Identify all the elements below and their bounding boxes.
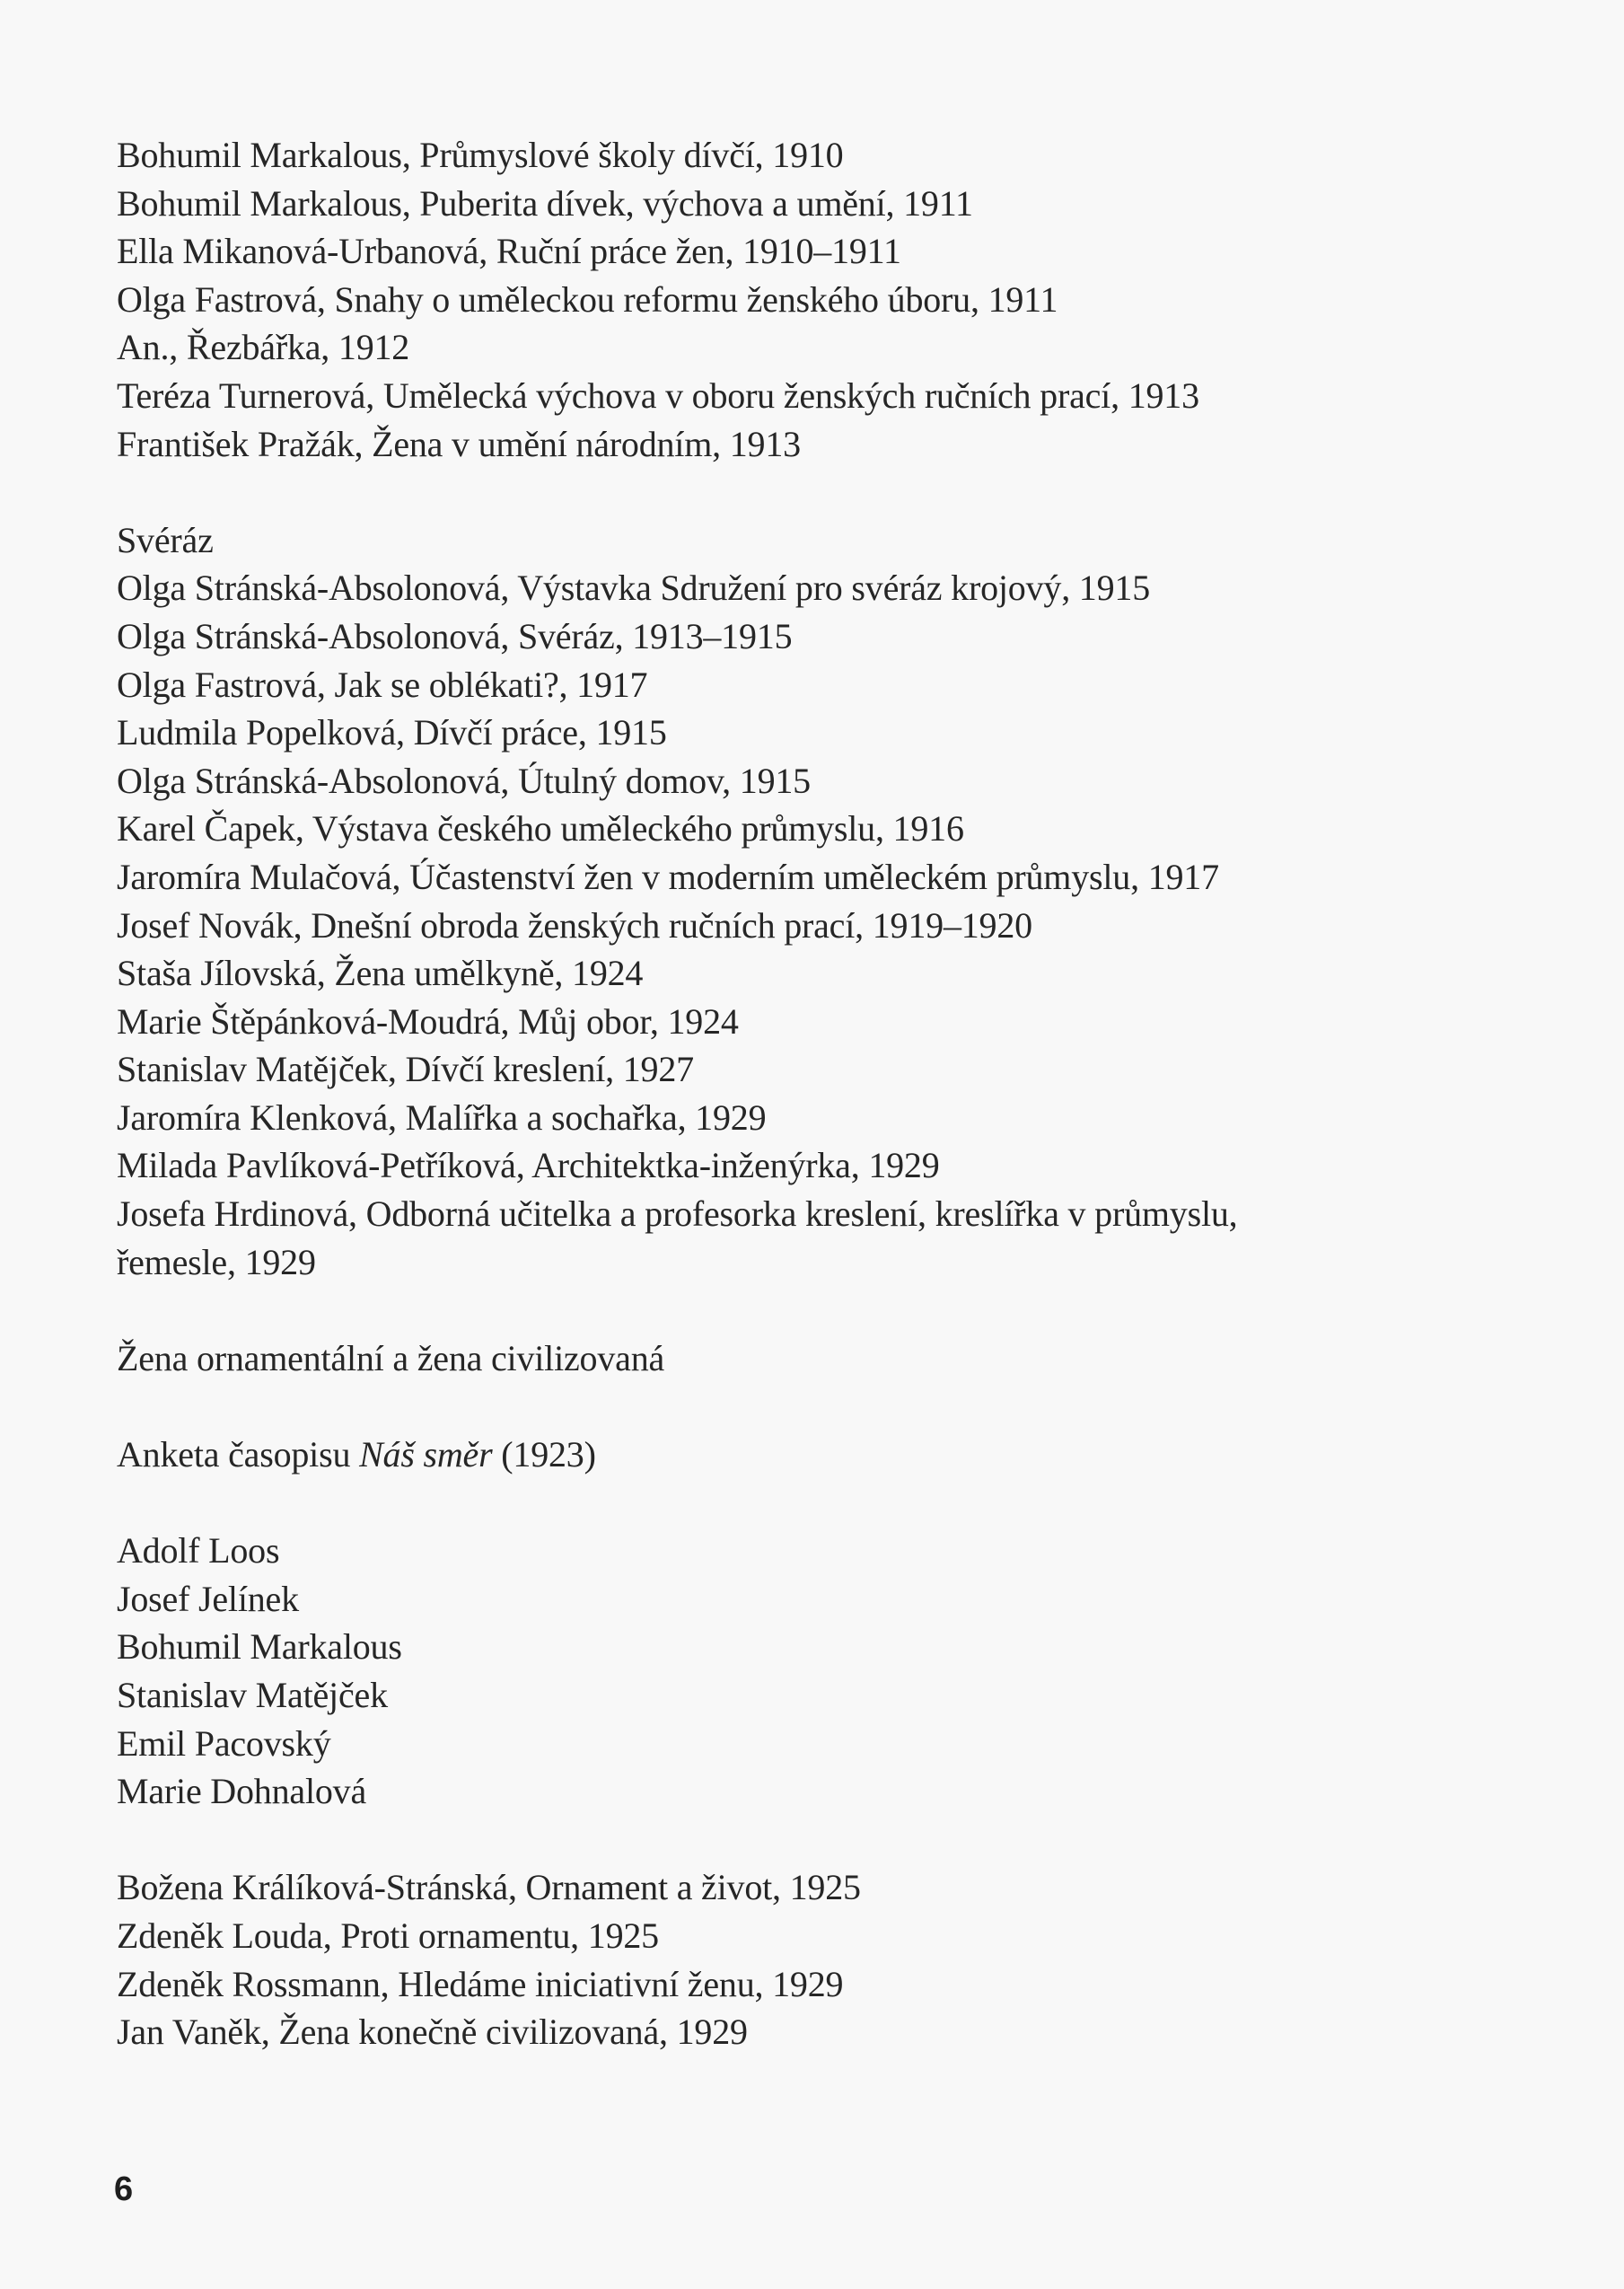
list-item: An., Řezbářka, 1912 xyxy=(117,327,410,368)
list-item: Josef Novák, Dnešní obroda ženských ručních prací, 1919–1920 xyxy=(117,904,1032,946)
list-item-line-2: řemesle, 1929 xyxy=(117,1241,316,1282)
list-item: Stanislav Matějček, Dívčí kreslení, 1927 xyxy=(117,1049,694,1090)
spacer xyxy=(117,1816,1517,1864)
list-item: Ella Mikanová-Urbanová, Ruční práce žen, 1910–1911 xyxy=(117,231,901,272)
list-item: Bohumil Markalous, Průmyslové školy dívčí, 1910 xyxy=(117,135,844,175)
list-item: Ludmila Popelková, Dívčí práce, 1915 xyxy=(117,712,667,753)
section-sveraz xyxy=(117,516,1517,1287)
spacer xyxy=(117,468,1517,516)
survey-prefix: Anketa časopisu xyxy=(117,1434,360,1475)
respondent: Stanislav Matějček xyxy=(117,1675,388,1715)
survey-heading xyxy=(117,1431,1517,1479)
section-early-texts xyxy=(117,131,1517,468)
list-item: Staša Jílovská, Žena umělkyně, 1924 xyxy=(117,953,644,994)
list-item: Teréza Turnerová, Umělecká výchova v oboru ženských ručních prací, 1913 xyxy=(117,374,1199,416)
respondent: Marie Dohnalová xyxy=(117,1771,367,1812)
spacer xyxy=(117,1382,1517,1431)
spacer xyxy=(117,1479,1517,1527)
section-heading: Svéráz xyxy=(117,519,214,560)
respondent: Bohumil Markalous xyxy=(117,1626,402,1668)
spacer xyxy=(117,1286,1517,1334)
list-item: Zdeněk Louda, Proti ornamentu, 1925 xyxy=(117,1915,659,1956)
list-item: Božena Králíková-Stránská, Ornament a život, 1925 xyxy=(117,1867,861,1908)
table-of-contents xyxy=(117,131,1517,2056)
section-heading: Žena ornamentální a žena civilizovaná xyxy=(117,1337,665,1378)
list-item: Olga Fastrová, Snahy o uměleckou reformu ženského úboru, 1911 xyxy=(117,278,1058,320)
list-item: Milada Pavlíková-Petříková, Architektka-inženýrka, 1929 xyxy=(117,1145,940,1186)
list-item: Olga Stránská-Absolonová, Útulný domov, 1915 xyxy=(117,760,811,801)
list-item: Olga Fastrová, Jak se oblékati?, 1917 xyxy=(117,664,648,705)
list-item: Zdeněk Rossmann, Hledáme iniciativní ženu, 1929 xyxy=(117,1963,844,2004)
respondent: Josef Jelínek xyxy=(117,1578,299,1619)
list-item: Jaromíra Mulačová, Účastenství žen v moderním uměleckém průmyslu, 1917 xyxy=(117,856,1219,897)
survey-year: (1923) xyxy=(492,1434,596,1475)
list-item: František Pražák, Žena v umění národním, 1913 xyxy=(117,423,801,464)
list-item: Bohumil Markalous, Puberita dívek, výchova a umění, 1911 xyxy=(117,182,973,224)
list-item: Jan Vaněk, Žena konečně civilizovaná, 1929 xyxy=(117,2012,748,2053)
page-number: 6 xyxy=(114,2170,134,2208)
list-item: Jaromíra Klenková, Malířka a sochařka, 1929 xyxy=(117,1096,767,1138)
list-item: Karel Čapek, Výstava českého uměleckého průmyslu, 1916 xyxy=(117,808,964,850)
list-item: Olga Stránská-Absolonová, Svéráz, 1913–1915 xyxy=(117,615,793,656)
section-zena xyxy=(117,1334,1517,2056)
respondent: Emil Pacovský xyxy=(117,1722,331,1764)
list-item-wrapped xyxy=(117,1190,1517,1286)
list-item: Marie Štěpánková-Moudrá, Můj obor, 1924 xyxy=(117,1000,739,1042)
journal-title: Náš směr xyxy=(359,1434,493,1475)
list-item-line-1: Josefa Hrdinová, Odborná učitelka a profesorka kreslení, kreslířka v průmyslu, xyxy=(117,1193,1238,1235)
respondent: Adolf Loos xyxy=(117,1530,280,1571)
list-item: Olga Stránská-Absolonová, Výstavka Sdružení pro svéráz krojový, 1915 xyxy=(117,568,1150,609)
